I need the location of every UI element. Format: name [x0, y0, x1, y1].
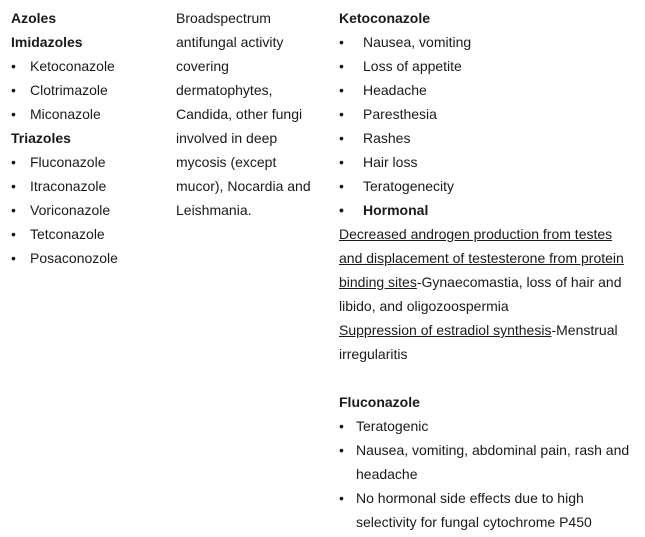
list-item: • Tetconazole: [11, 222, 166, 246]
imidazoles-heading: Imidazoles: [11, 34, 83, 50]
list-item: • Itraconazole: [11, 174, 166, 198]
list-item: • Voriconazole: [11, 198, 166, 222]
imidazoles-list: [11, 54, 166, 126]
estradiol-underlined-text: Suppression of estradiol synthesis: [339, 322, 552, 338]
list-item: • Teratogenecity: [339, 174, 639, 198]
spectrum-line: mycosis (except: [176, 154, 277, 170]
list-item: • Headache: [339, 78, 639, 102]
list-item: • Nausea, vomiting: [339, 30, 639, 54]
list-item: • Rashes: [339, 126, 639, 150]
azoles-classification-column: [11, 6, 166, 270]
spectrum-line: covering: [176, 58, 229, 74]
list-item: • No hormonal side effects due to high selectivity for fungal cytochrome P450: [339, 486, 639, 534]
androgen-paragraph: [339, 222, 639, 318]
spectrum-line: dermatophytes,: [176, 82, 273, 98]
adverse-effects-column: [339, 6, 639, 534]
spectrum-line: Candida, other fungi: [176, 106, 303, 122]
spectrum-line: Broadspectrum: [176, 10, 271, 26]
list-item: • Hair loss: [339, 150, 639, 174]
list-item: • Teratogenic: [339, 414, 639, 438]
ketoconazole-effects-list: [339, 30, 639, 222]
spacer: [339, 366, 639, 390]
triazoles-heading: Triazoles: [11, 130, 71, 146]
estradiol-effect-text: -Menstrual irregularitis: [339, 322, 618, 362]
spectrum-line: Leishmania.: [176, 202, 252, 218]
androgen-effect-text: -Gynaecomastia, loss of hair and libido, and oligozoospermia: [339, 274, 622, 314]
list-item: • Posaconozole: [11, 246, 166, 270]
list-item: • Clotrimazole: [11, 78, 166, 102]
list-item: • Fluconazole: [11, 150, 166, 174]
list-item: • Paresthesia: [339, 102, 639, 126]
spectrum-line: involved in deep: [176, 130, 278, 146]
list-item: • Ketoconazole: [11, 54, 166, 78]
triazoles-list: [11, 150, 166, 270]
spectrum-line: mucor), Nocardia and: [176, 178, 311, 194]
estradiol-paragraph: [339, 318, 639, 366]
spectrum-column: [176, 6, 326, 222]
fluconazole-heading: Fluconazole: [339, 394, 420, 410]
hormonal-item: • Hormonal: [339, 198, 639, 222]
ketoconazole-heading: Ketoconazole: [339, 10, 431, 26]
androgen-underlined-text: Decreased androgen production from testes and displacement of testesterone from protein binding sites: [339, 226, 624, 290]
fluconazole-effects-list: [339, 414, 639, 534]
list-item: • Nausea, vomiting, abdominal pain, rash and headache: [339, 438, 639, 486]
list-item: • Miconazole: [11, 102, 166, 126]
list-item: • Loss of appetite: [339, 54, 639, 78]
spectrum-line: antifungal activity: [176, 34, 284, 50]
azoles-heading: Azoles: [11, 10, 57, 26]
